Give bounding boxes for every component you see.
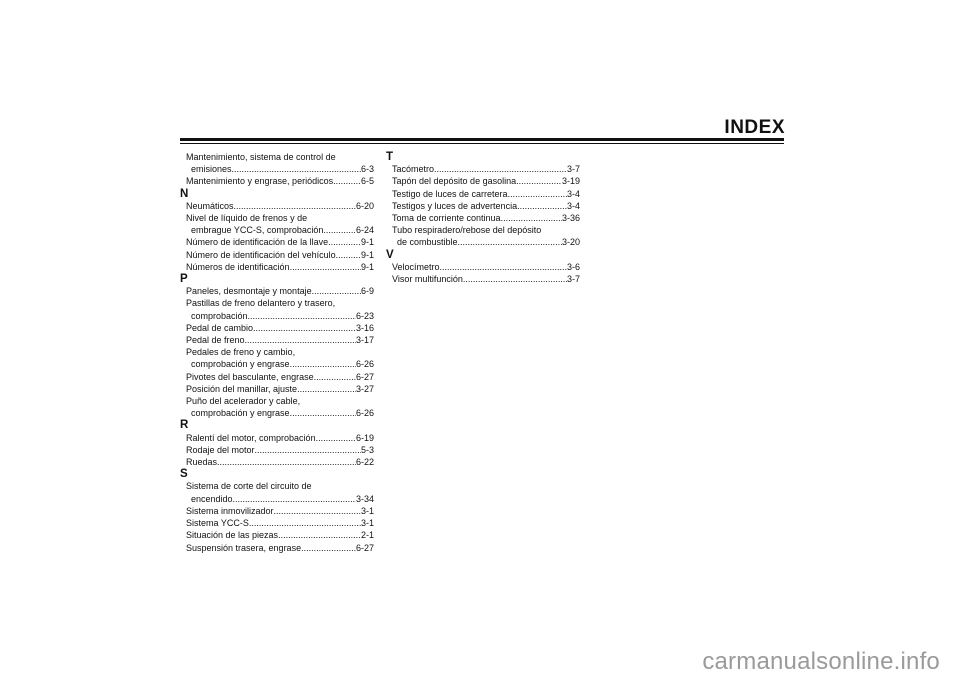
dot-leader [232, 163, 361, 175]
index-entry-text: Mantenimiento, sistema de control de [186, 152, 336, 162]
index-entry[interactable] [180, 297, 374, 321]
dot-leader [463, 273, 567, 285]
index-entry-text: Tubo respiradero/rebose del depósito [392, 225, 542, 236]
index-entry-text: Posición del manillar, ajuste [186, 383, 298, 394]
index-page-ref[interactable]: 3-27 [355, 383, 374, 394]
index-entry-text: Pedal de cambio [186, 322, 254, 333]
index-page-ref[interactable]: 3-1 [360, 518, 374, 529]
index-entry-text: Toma de corriente continua [392, 213, 501, 224]
index-page-ref[interactable]: 3-1 [360, 505, 374, 516]
dot-leader [255, 444, 361, 456]
index-entry-text: Pastillas de freno delantero y trasero, [186, 298, 336, 309]
index-entry-text: Mantenimiento y engrase, periódicos [186, 176, 334, 187]
index-entry-text: de combustible [397, 237, 458, 248]
index-entry-text: Velocímetro [392, 261, 440, 272]
dot-leader [314, 371, 356, 383]
index-entry[interactable] [180, 175, 374, 187]
index-entry[interactable] [180, 480, 374, 504]
index-entry-text: Situación de las piezas [186, 530, 279, 541]
index-page-ref[interactable]: 3-19 [561, 176, 580, 187]
index-entry-text: Pedales de freno y cambio, [186, 347, 296, 358]
page-title: INDEX [724, 117, 785, 138]
index-entry[interactable] [180, 395, 374, 419]
index-entry-text: Neumáticos [186, 200, 234, 211]
index-entry[interactable] [180, 212, 374, 236]
index-entry[interactable] [180, 505, 374, 517]
dot-leader [328, 236, 361, 248]
index-entry[interactable] [180, 334, 374, 346]
index-page-ref[interactable]: 9-1 [360, 249, 374, 260]
dot-leader [333, 175, 361, 187]
dot-leader [312, 285, 361, 297]
index-entry[interactable] [386, 212, 580, 224]
dot-leader [517, 200, 567, 212]
index-entry-text: Nivel de líquido de frenos y de [186, 213, 308, 224]
index-entry[interactable] [180, 432, 374, 444]
index-page-ref[interactable]: 3-6 [566, 261, 580, 272]
dot-leader [434, 163, 567, 175]
index-entry-text: Número de identificación de la llave [186, 237, 329, 248]
index-page-ref[interactable]: 3-17 [355, 335, 374, 346]
dot-leader [297, 383, 356, 395]
index-entry-text: embrague YCC-S, comprobación [191, 225, 324, 236]
index-entry-text: Sistema YCC-S [186, 518, 249, 529]
index-page-ref[interactable]: 6-23 [355, 310, 374, 321]
index-entry[interactable] [386, 163, 580, 175]
index-entry-text: Pedal de freno [186, 335, 245, 346]
index-page-ref[interactable]: 6-27 [355, 371, 374, 382]
index-letter-heading: N [180, 187, 189, 200]
index-column-right [386, 151, 580, 285]
index-entry[interactable] [386, 273, 580, 285]
index-entry-text: encendido [191, 493, 233, 504]
index-page-ref[interactable]: 6-24 [355, 225, 374, 236]
index-page-ref[interactable]: 9-1 [360, 237, 374, 248]
index-entry-text: Testigo de luces de carretera [392, 188, 508, 199]
index-entry[interactable] [386, 188, 580, 200]
index-entry[interactable] [180, 200, 374, 212]
dot-leader [323, 224, 356, 236]
index-page-ref[interactable]: 3-16 [355, 322, 374, 333]
index-entry-text: Tapón del depósito de gasolina [392, 176, 517, 187]
index-entry-text: Ruedas [186, 457, 218, 468]
index-entry[interactable] [180, 346, 374, 370]
title-rule-thick [180, 138, 784, 141]
index-page-ref[interactable]: 3-7 [566, 164, 580, 175]
index-entry[interactable] [180, 371, 374, 383]
index-entry-text: emisiones [191, 164, 232, 175]
index-entry[interactable] [180, 285, 374, 297]
index-page-ref[interactable]: 9-1 [360, 261, 374, 272]
dot-leader [516, 175, 562, 187]
index-letter-heading: R [180, 419, 189, 432]
index-page-ref[interactable]: 6-19 [355, 432, 374, 443]
index-page-ref[interactable]: 6-20 [355, 200, 374, 211]
title-rule-thin [180, 143, 784, 144]
dot-leader [501, 212, 562, 224]
dot-leader [458, 236, 562, 248]
dot-leader [301, 542, 356, 554]
index-entry-text: Sistema inmovilizador [186, 505, 274, 516]
index-page-ref[interactable]: 6-26 [355, 359, 374, 370]
index-entry[interactable] [180, 529, 374, 541]
index-page-ref[interactable]: 6-27 [355, 542, 374, 553]
index-entry-text: Suspensión trasera, engrase [186, 542, 302, 553]
index-page-ref[interactable]: 3-36 [561, 213, 580, 224]
index-entry[interactable] [180, 236, 374, 248]
index-entry-text: Visor multifunción [392, 274, 463, 285]
index-entry[interactable] [180, 249, 374, 261]
index-page-ref[interactable]: 6-9 [360, 286, 374, 297]
index-entry[interactable] [386, 200, 580, 212]
dot-leader [253, 322, 356, 334]
index-entry[interactable] [180, 517, 374, 529]
index-entry-text: comprobación [191, 310, 248, 321]
index-entry-text: Número de identificación del vehículo [186, 249, 336, 260]
dot-leader [290, 261, 361, 273]
index-entry-text: Testigos y luces de advertencia [392, 200, 518, 211]
dot-leader [508, 188, 567, 200]
index-entry[interactable] [386, 261, 580, 273]
index-page-ref[interactable]: 6-22 [355, 457, 374, 468]
index-entry[interactable] [180, 456, 374, 468]
watermark-footer: carmanualsonline.info [702, 648, 940, 675]
index-entry[interactable] [180, 444, 374, 456]
index-page-ref[interactable]: 6-26 [355, 408, 374, 419]
index-entry[interactable] [180, 383, 374, 395]
dot-leader [217, 456, 356, 468]
index-entry[interactable] [180, 261, 374, 273]
index-column-left [180, 151, 374, 554]
index-entry-text: Tacómetro [392, 164, 435, 175]
index-entry[interactable] [180, 322, 374, 334]
index-page-ref[interactable]: 6-3 [360, 164, 374, 175]
index-letter-heading: P [180, 273, 188, 286]
index-entry[interactable] [386, 224, 580, 248]
index-page-ref[interactable]: 3-4 [566, 200, 580, 211]
index-letter-heading: V [386, 248, 394, 261]
dot-leader [274, 505, 361, 517]
index-entry-text: Pivotes del basculante, engrase [186, 371, 314, 382]
index-page-ref[interactable]: 3-34 [355, 493, 374, 504]
dot-leader [440, 261, 567, 273]
index-entry[interactable] [180, 151, 374, 175]
index-entry-text: Números de identificación [186, 261, 290, 272]
index-entry-text: Puño del acelerador y cable, [186, 396, 301, 407]
index-letter-heading: T [386, 151, 394, 163]
index-page-ref[interactable]: 3-20 [561, 237, 580, 248]
index-entry[interactable] [180, 542, 374, 554]
dot-leader [233, 493, 356, 505]
index-page-ref[interactable]: 3-4 [566, 188, 580, 199]
index-page-ref[interactable]: 5-3 [360, 444, 374, 455]
index-page-ref[interactable]: 2-1 [360, 530, 374, 541]
index-entry-text: comprobación y engrase [191, 359, 290, 370]
index-letter-heading: S [180, 468, 188, 481]
index-entry-text: Ralentí del motor, comprobación [186, 432, 316, 443]
dot-leader [249, 517, 361, 529]
index-entry-text: Paneles, desmontaje y montaje [186, 286, 312, 297]
dot-leader [234, 200, 356, 212]
index-entry-text: comprobación y engrase [191, 408, 290, 419]
dot-leader [316, 432, 356, 444]
index-page-ref[interactable]: 6-5 [360, 176, 374, 187]
dot-leader [336, 249, 361, 261]
index-entry-text: Sistema de corte del circuito de [186, 481, 312, 492]
index-page-ref[interactable]: 3-7 [566, 274, 580, 285]
dot-leader [245, 334, 356, 346]
index-entry[interactable] [386, 175, 580, 187]
dot-leader [290, 358, 356, 370]
dot-leader [290, 407, 356, 419]
dot-leader [278, 529, 361, 541]
index-entry-text: Rodaje del motor [186, 444, 255, 455]
dot-leader [248, 310, 356, 322]
